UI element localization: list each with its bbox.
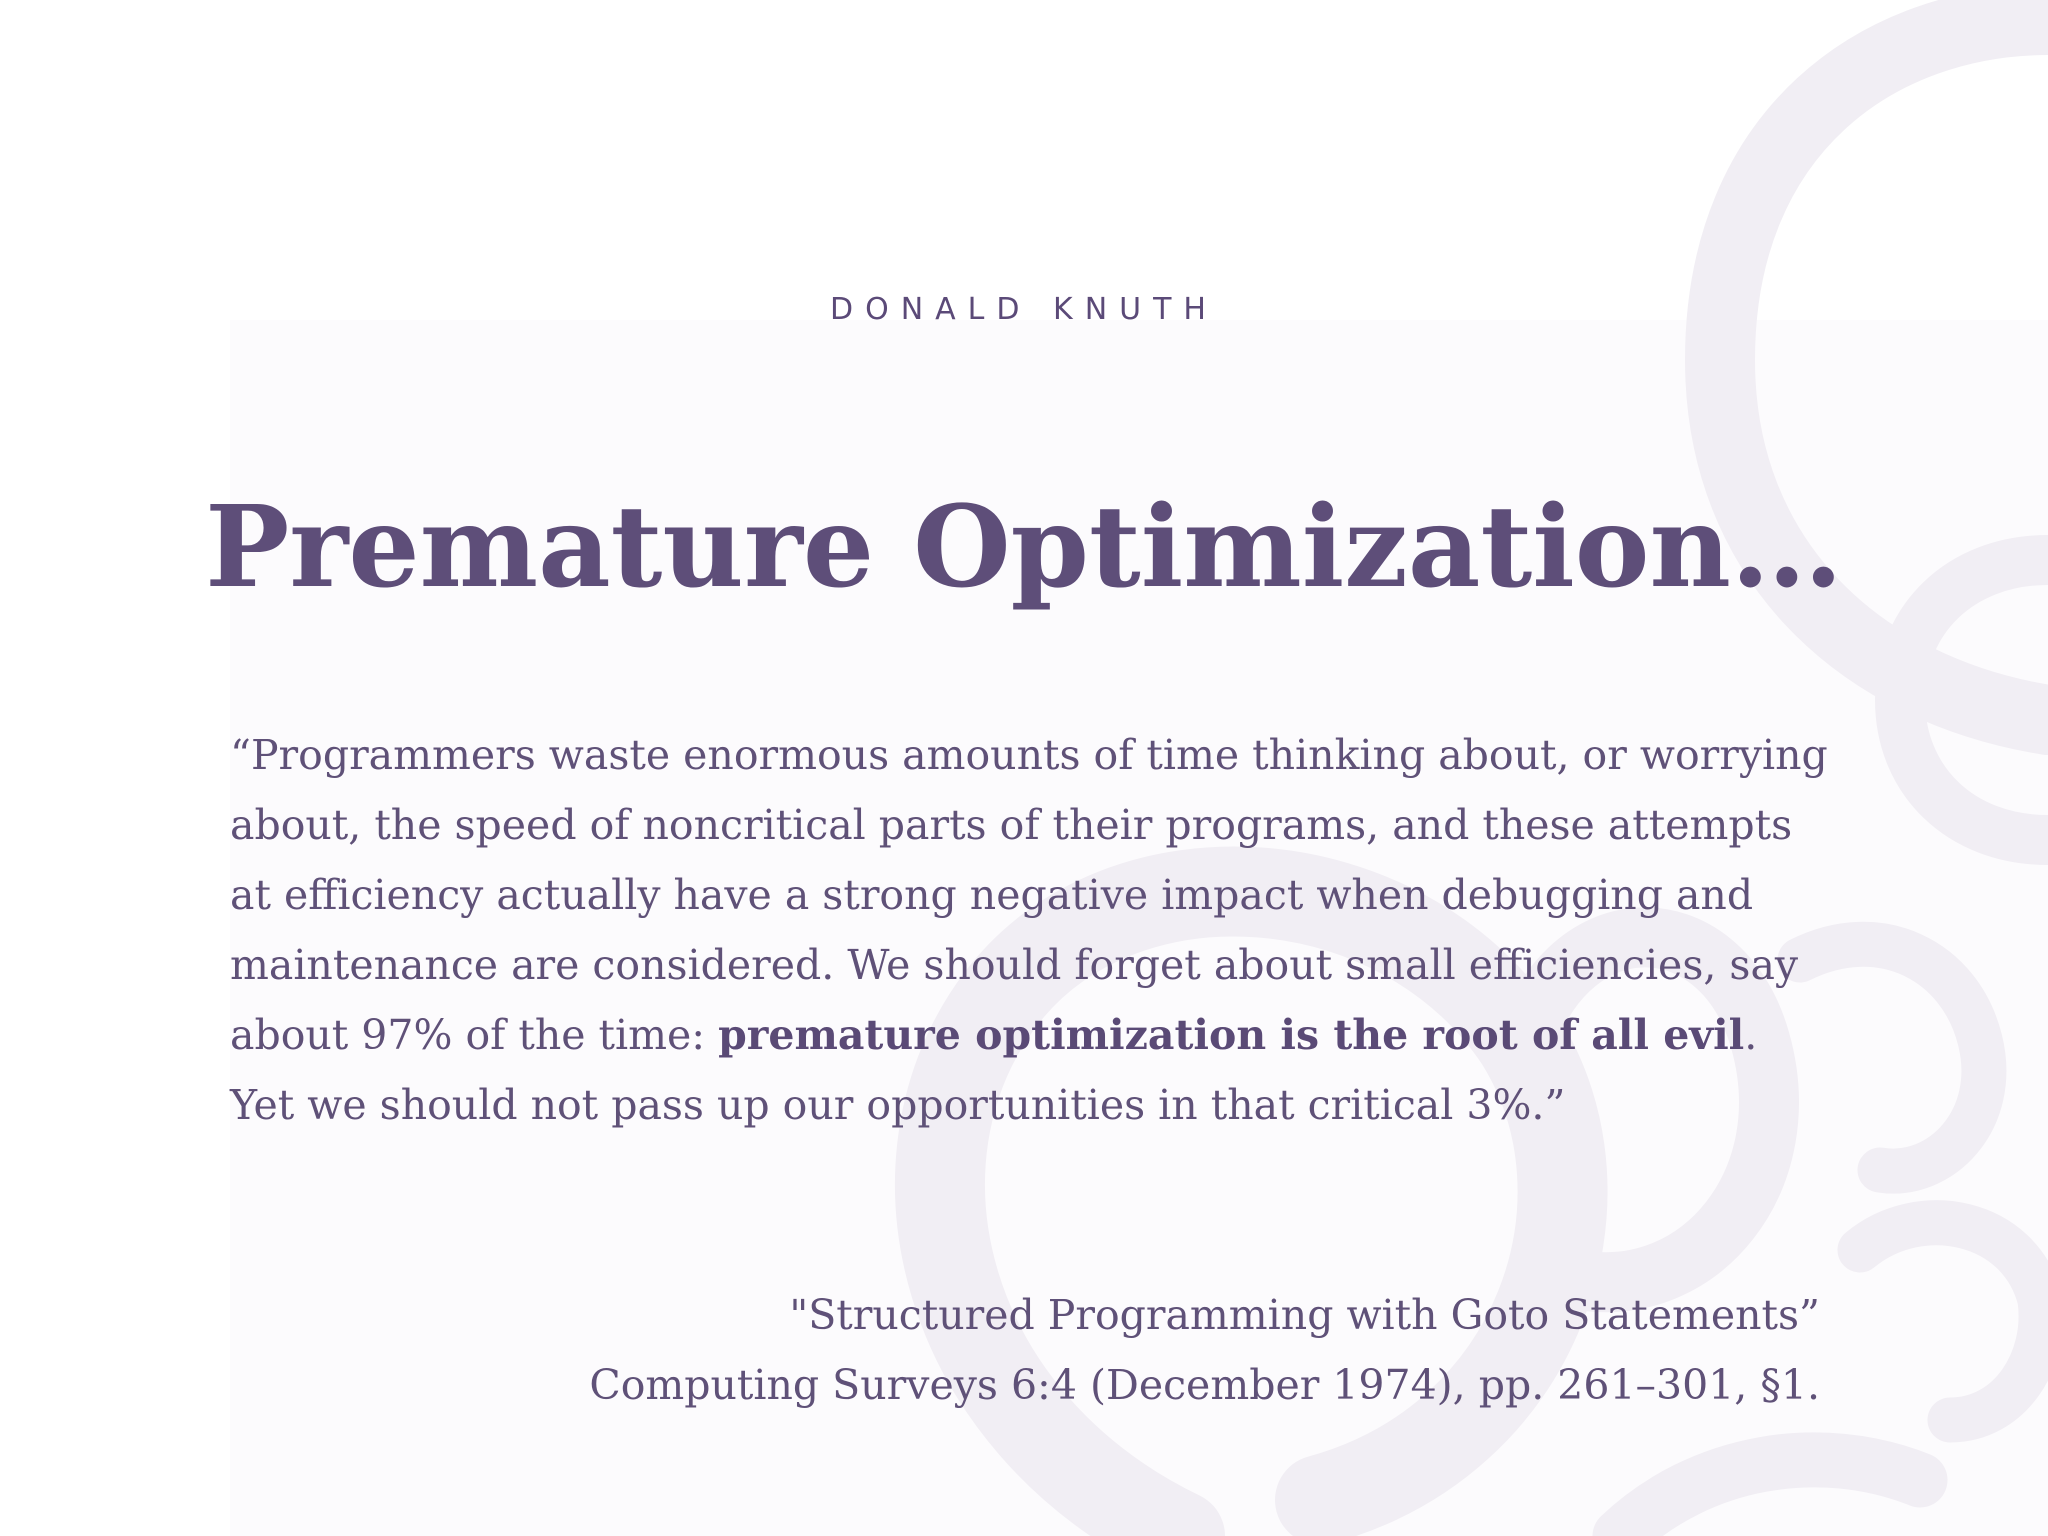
quote-text-before: “Programmers waste enormous amounts of time thinking about, or worrying about, the speed of noncritical parts of their programs, and these attempts at efficiency actually have a strong negative impact when debugging and maintenance are considered. We should forget about small efficiencies, say about 97% of the time:: [230, 731, 1828, 1059]
slide-title: Premature Optimization…: [205, 482, 1843, 613]
citation: [300, 1280, 1820, 1420]
quote-text-after: . Yet we should not pass up our opportunities in that critical 3%.”: [230, 1011, 1758, 1129]
quote-paragraph: [230, 720, 1830, 1140]
citation-title: "Structured Programming with Goto Statements”: [789, 1291, 1820, 1339]
citation-source: Computing Surveys 6:4 (December 1974), pp. 261–301, §1.: [589, 1361, 1820, 1409]
quote-emphasis: premature optimization is the root of all evil: [718, 1011, 1745, 1059]
author-eyebrow: DONALD KNUTH: [830, 292, 1218, 327]
